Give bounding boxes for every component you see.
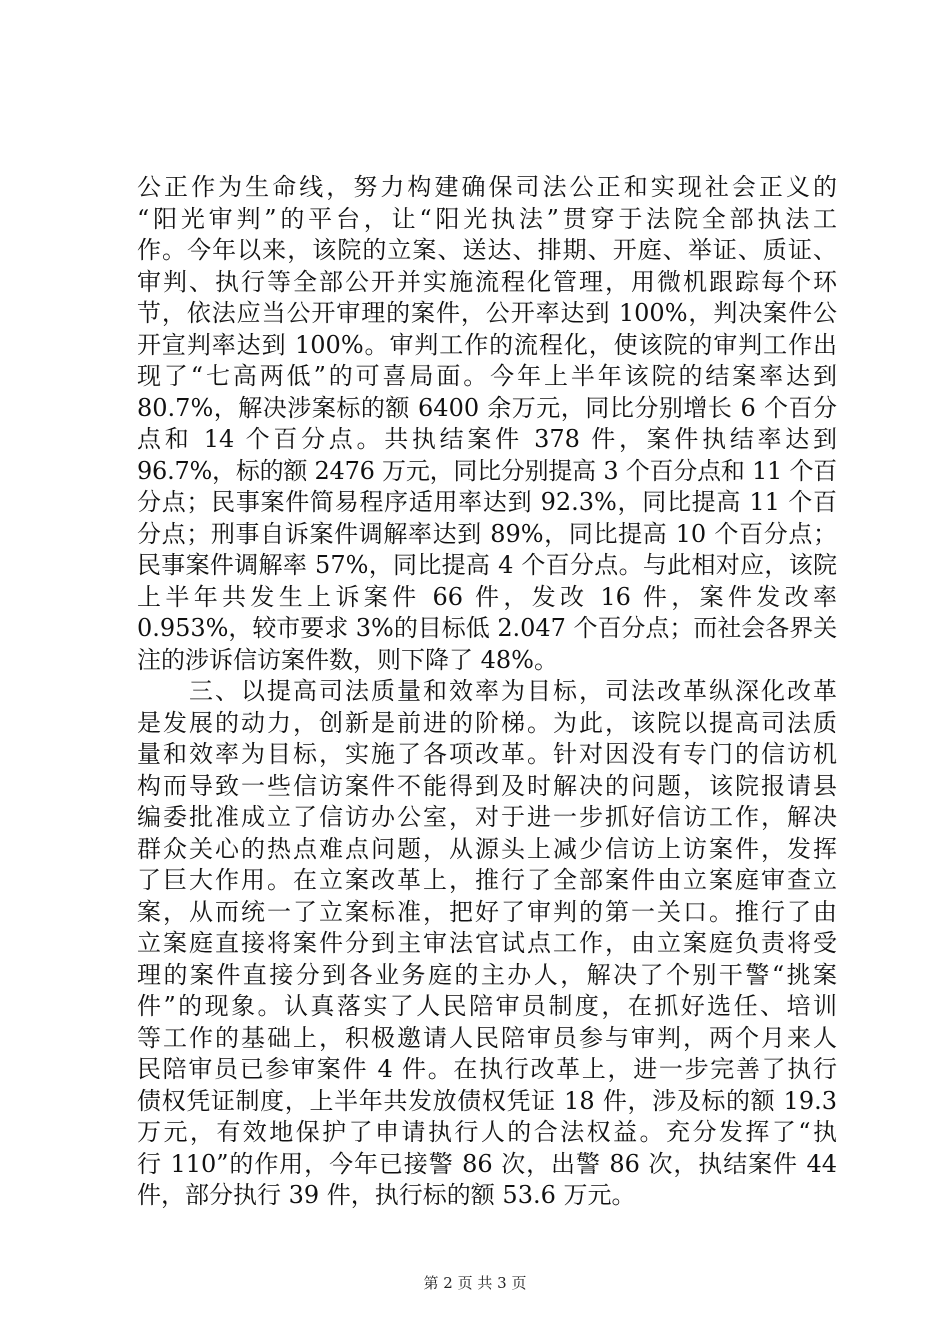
text-line: 件，部分执行 39 件，执行标的额 53.6 万元。	[137, 1181, 636, 1209]
text-line: 民事案件调解率 57%，同比提高 4 个百分点。与此相对应，该院	[137, 551, 837, 579]
text-line: 节，依法应当公开审理的案件，公开率达到 100%，判决案件公	[137, 299, 837, 327]
text-line: 民陪审员已参审案件 4 件。在执行改革上，进一步完善了执行	[137, 1055, 837, 1083]
body-text	[137, 172, 837, 1212]
text-line: 三、以提高司法质量和效率为目标，司法改革纵深化改革	[137, 677, 837, 705]
text-line: 编委批准成立了信访办公室，对于进一步抓好信访工作，解决	[137, 803, 837, 831]
text-line: 行 110”的作用，今年已接警 86 次，出警 86 次，执结案件 44	[137, 1149, 837, 1178]
text-line: 群众关心的热点难点问题，从源头上减少信访上访案件，发挥	[137, 834, 837, 863]
text-line: 开宣判率达到 100%。审判工作的流程化，使该院的审判工作出	[137, 330, 837, 359]
text-line: 96.7%，标的额 2476 万元，同比分别提高 3 个百分点和 11 个百	[137, 456, 837, 485]
text-line: 了巨大作用。在立案改革上，推行了全部案件由立案庭审查立	[137, 866, 837, 894]
text-line: 公正作为生命线，努力构建确保司法公正和实现社会正义的	[137, 173, 837, 201]
text-line: 作。今年以来，该院的立案、送达、排期、开庭、举证、质证、	[137, 236, 837, 264]
text-line: 债权凭证制度，上半年共发放债权凭证 18 件，涉及标的额 19.3	[137, 1086, 837, 1115]
text-line: 等工作的基础上，积极邀请人民陪审员参与审判，两个月来人	[137, 1023, 837, 1052]
text-line: 注的涉诉信访案件数，则下降了 48%。	[137, 645, 558, 674]
text-line: 构而导致一些信访案件不能得到及时解决的问题，该院报请县	[137, 771, 837, 800]
text-line: 案，从而统一了立案标准，把好了审判的第一关口。推行了由	[137, 897, 837, 926]
text-line: 理的案件直接分到各业务庭的主办人，解决了个别干警“挑案	[137, 960, 837, 989]
text-line: 是发展的动力，创新是前进的阶梯。为此，该院以提高司法质	[137, 708, 837, 737]
text-line: 分点；民事案件简易程序适用率达到 92.3%，同比提高 11 个百	[137, 488, 837, 516]
page-footer: 第 2 页 共 3 页	[423, 1274, 527, 1292]
text-line: 审判、执行等全部公开并实施流程化管理，用微机跟踪每个环	[137, 267, 837, 296]
text-line: 件”的现象。认真落实了人民陪审员制度，在抓好选任、培训	[137, 992, 837, 1020]
text-line: 立案庭直接将案件分到主审法官试点工作，由立案庭负责将受	[137, 929, 837, 957]
text-line: 80.7%，解决涉案标的额 6400 余万元，同比分别增长 6 个百分	[137, 393, 837, 422]
text-line: 分点；刑事自诉案件调解率达到 89%，同比提高 10 个百分点；	[137, 519, 837, 548]
text-line: 万元，有效地保护了申请执行人的合法权益。充分发挥了“执	[137, 1118, 837, 1146]
text-line: 量和效率为目标，实施了各项改革。针对因没有专门的信访机	[137, 740, 837, 768]
text-line: 0.953%，较市要求 3%的目标低 2.047 个百分点；而社会各界关	[137, 614, 838, 642]
text-line: 点和 14 个百分点。共执结案件 378 件，案件执结率达到	[137, 425, 837, 453]
text-line: 上半年共发生上诉案件 66 件，发改 16 件，案件发改率	[137, 582, 837, 611]
text-line: 现了“七高两低”的可喜局面。今年上半年该院的结案率达到	[137, 362, 837, 390]
text-line: “阳光审判”的平台，让“阳光执法”贯穿于法院全部执法工	[137, 204, 837, 233]
